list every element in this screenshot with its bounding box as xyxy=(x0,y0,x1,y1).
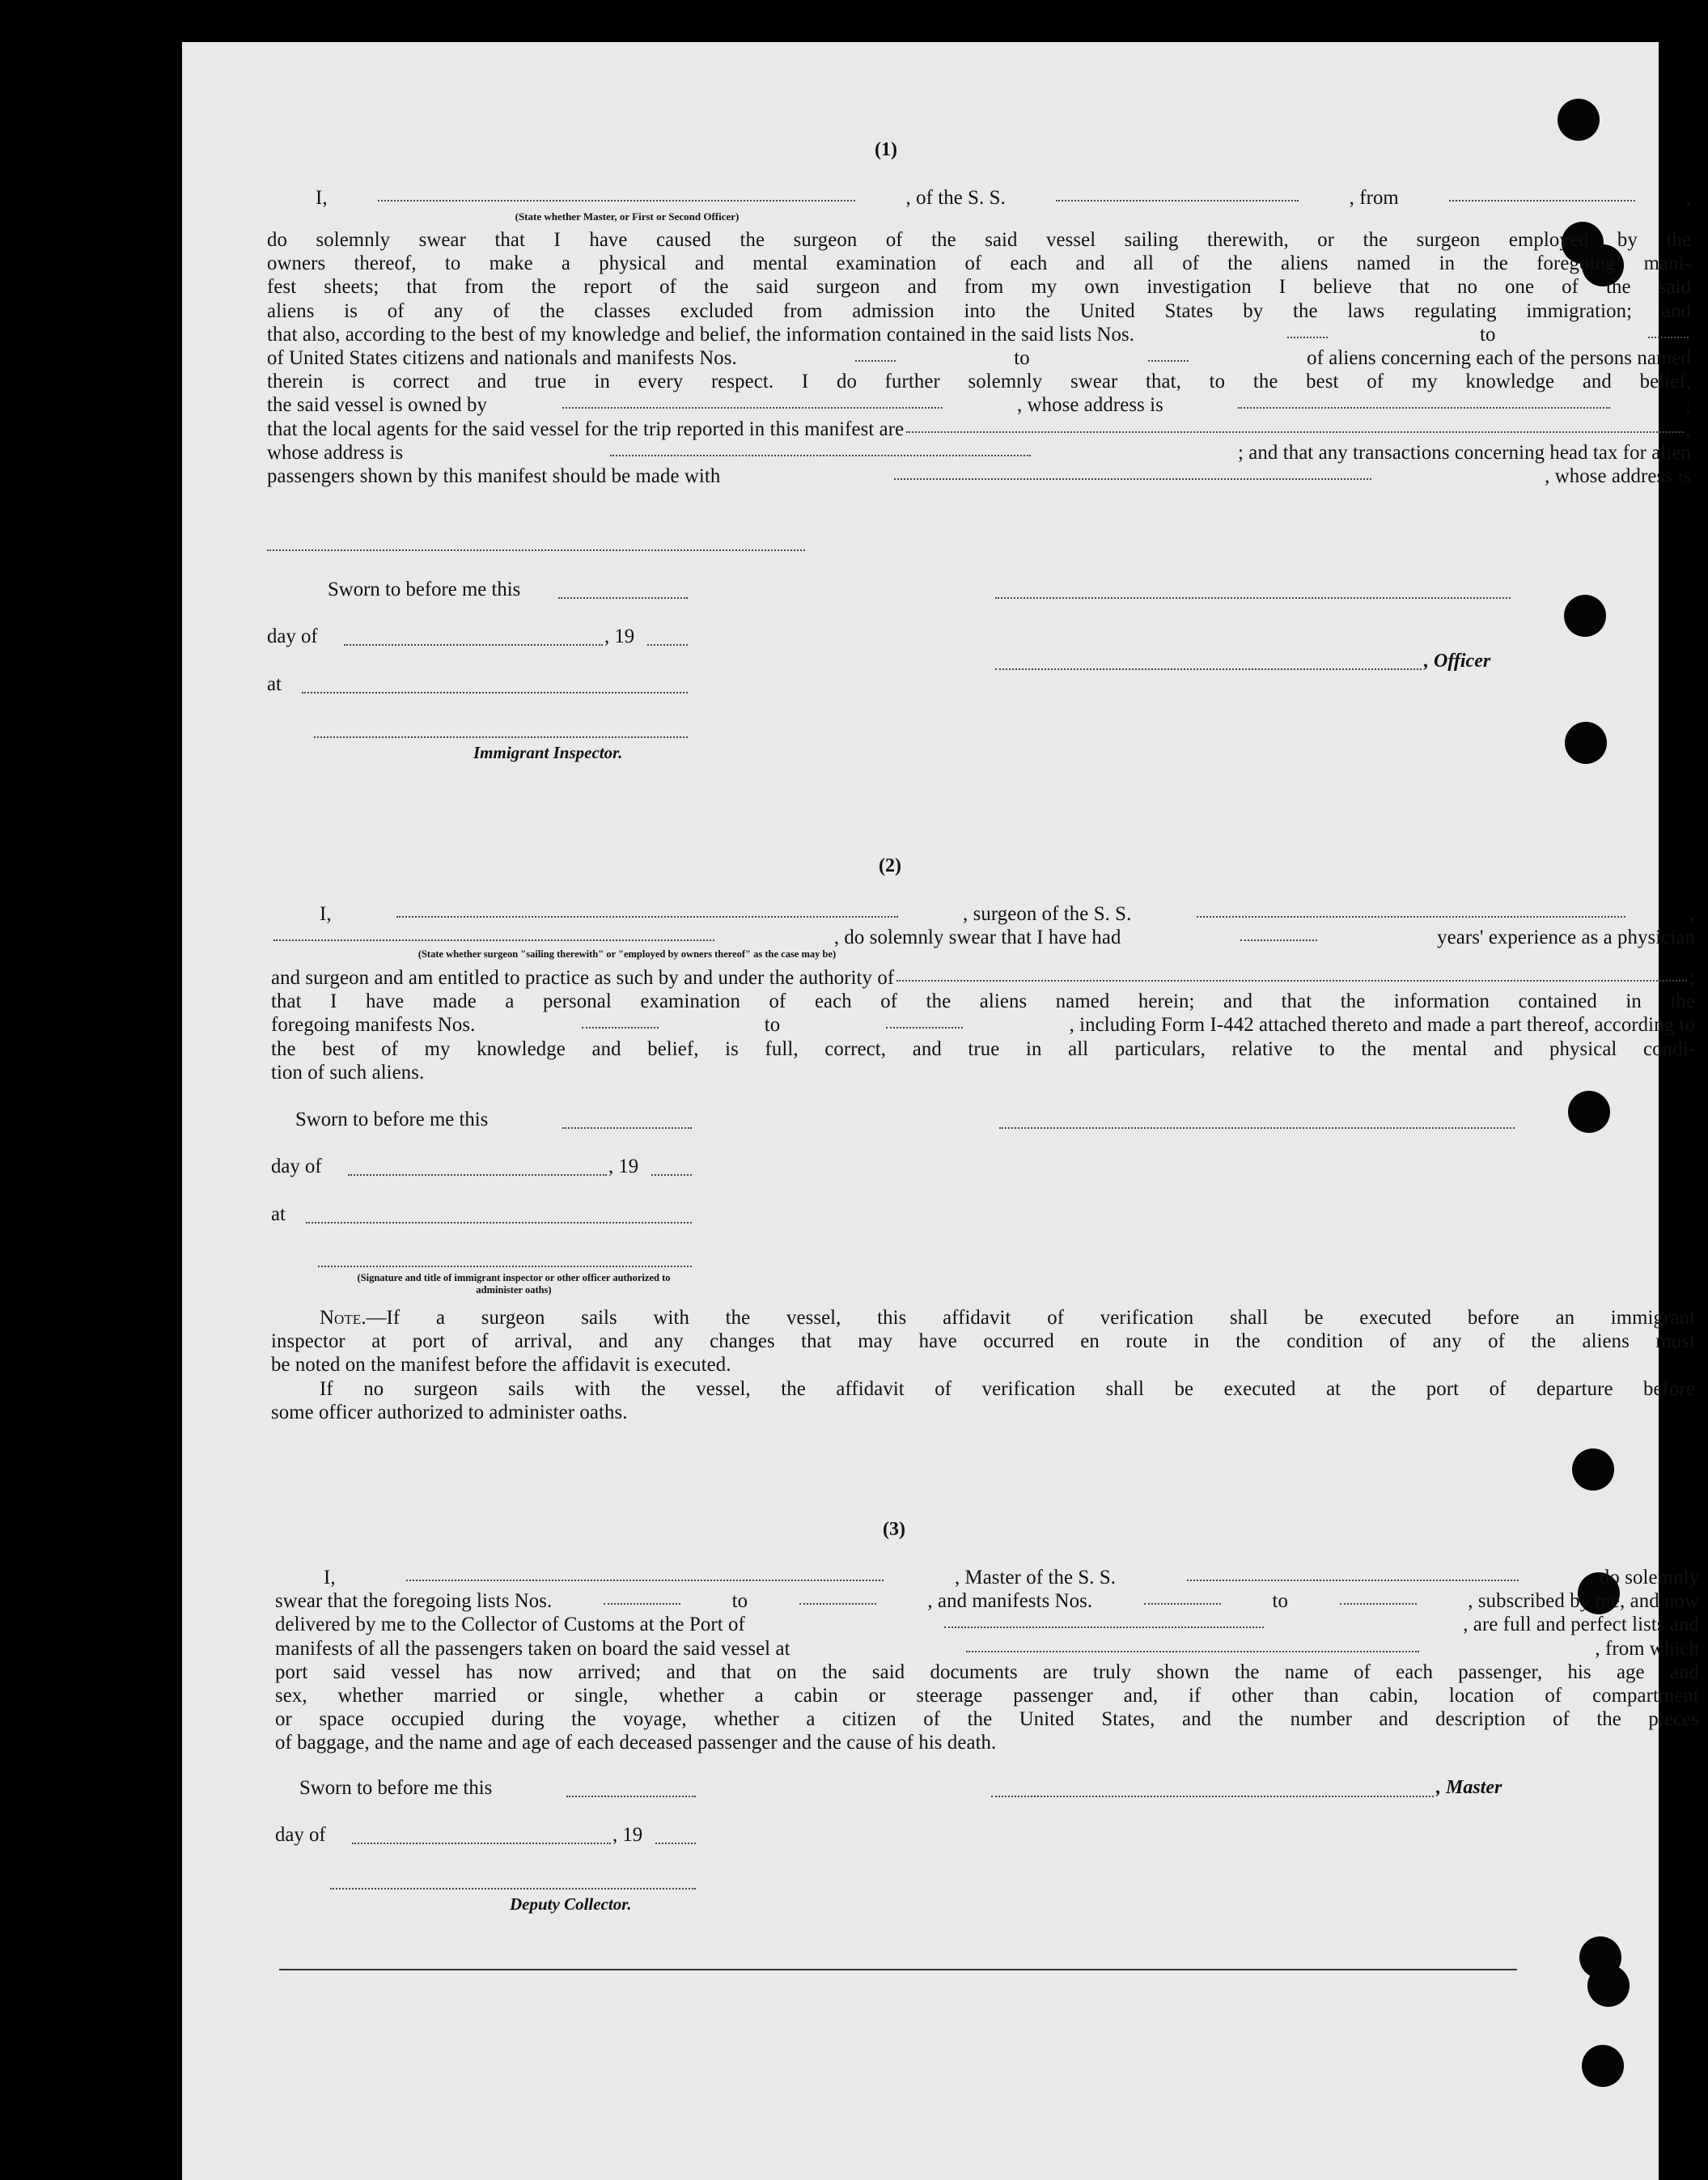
note-label: Note. xyxy=(320,1307,367,1329)
year-field[interactable] xyxy=(651,1174,692,1176)
whose-line xyxy=(267,441,1691,464)
solemnly-text: , do solemnly xyxy=(1589,1567,1699,1588)
manifests-text-end: of aliens concerning each of the persons named xyxy=(1307,347,1691,370)
passengers-text: passengers shown by this manifest should be made with xyxy=(267,465,721,488)
officer-signature-field[interactable] xyxy=(995,668,1422,670)
manifests-to-field[interactable] xyxy=(1340,1603,1417,1605)
agents-field[interactable] xyxy=(906,431,1684,433)
i-label: I, xyxy=(320,903,332,925)
foregoing-text: foregoing manifests Nos. xyxy=(271,1014,476,1037)
day-month-field[interactable] xyxy=(352,1843,611,1844)
at-label: at xyxy=(267,673,282,695)
surgeon-label: , surgeon of the S. S. xyxy=(962,903,1132,925)
foregoing-text-end: , including Form I-442 attached thereto and made a part thereof, according to xyxy=(1069,1014,1695,1037)
body-line: do solemnly swear that I have caused the surgeon of the said vessel sailing therewith, or the surgeon employed by the xyxy=(267,229,1691,251)
form-page xyxy=(182,42,1699,2180)
lists-to-field[interactable] xyxy=(799,1603,876,1605)
to-label: to xyxy=(764,1014,781,1037)
section3-line4 xyxy=(275,1637,1699,1660)
year-field[interactable] xyxy=(647,644,688,646)
body-line: tion of such aliens. xyxy=(271,1061,425,1084)
master-name-field[interactable] xyxy=(406,1580,884,1581)
collector-signature-field[interactable] xyxy=(330,1888,696,1889)
authority-text: and surgeon and am entitled to practice as such by and under the authority of xyxy=(271,967,895,989)
sworn-date-field[interactable] xyxy=(562,1127,692,1129)
note-line1 xyxy=(271,1306,1695,1330)
section-number: (3) xyxy=(883,1519,905,1540)
owner-address-field[interactable] xyxy=(1238,407,1610,409)
body-line: therein is correct and true in every respect. I do further solemnly swear that, to the best of my knowledge and belief, xyxy=(267,371,1691,393)
semicolon: ; xyxy=(1689,967,1695,989)
body-line: port said vessel has now arrived; and that on the said documents are truly shown the name of each passenger, his age and xyxy=(275,1660,1699,1683)
manifests-from-field[interactable] xyxy=(1144,1603,1221,1605)
section-number: (2) xyxy=(879,855,901,876)
section1-text xyxy=(267,186,1691,210)
from-label: , from xyxy=(1349,187,1399,209)
manifests-text: of United States citizens and nationals and manifests Nos. xyxy=(267,347,737,370)
section1-body xyxy=(267,228,1691,488)
ship-name-field[interactable] xyxy=(1197,916,1625,918)
ship-name-field[interactable] xyxy=(1187,1580,1519,1581)
lists-from-field[interactable] xyxy=(1287,337,1328,338)
year-field[interactable] xyxy=(655,1843,696,1844)
body-line: owners thereof, to make a physical and mental examination of each and all of the aliens named in the foregoing mani- xyxy=(267,252,1691,275)
delivered-text: delivered by me to the Collector of Customs at the Port of xyxy=(275,1614,745,1636)
day-of-label: day of xyxy=(267,626,318,647)
note-line: If no surgeon sails with the vessel, the affidavit of verification shall be executed at the port of departure before xyxy=(320,1377,1695,1400)
comma: , xyxy=(1685,418,1691,440)
lists-to-field[interactable] xyxy=(1648,337,1689,338)
surgeon-caption: (State whether surgeon "sailing therewith" or "employed by owners thereof" as the case may be) xyxy=(417,948,837,960)
head-tax-address-field[interactable] xyxy=(267,549,805,551)
inspector-title: Immigrant Inspector. xyxy=(473,743,623,762)
body-line-baggage xyxy=(275,1731,1699,1754)
master-title: , Master xyxy=(1436,1777,1502,1798)
note-line: be noted on the manifest before the affidavit is executed. xyxy=(271,1354,731,1376)
lists-text: that also, according to the best of my knowledge and belief, the information contained in the said lists Nos. xyxy=(267,323,1135,346)
at-label: at xyxy=(271,1203,286,1225)
manifests-text: , and manifests Nos. xyxy=(927,1590,1093,1613)
punch-hole xyxy=(1565,722,1607,764)
sworn-label: Sworn to before me this xyxy=(295,1109,489,1130)
year-label: , 19 xyxy=(608,1156,639,1177)
agents-address-field[interactable] xyxy=(610,455,1031,456)
punch-hole xyxy=(1587,1965,1630,2007)
to-label: to xyxy=(731,1590,748,1613)
to-label: to xyxy=(1272,1590,1288,1613)
authority-line xyxy=(271,966,1695,990)
signature-caption: (Signature and title of immigrant inspector or other officer authorized to administer oaths) xyxy=(357,1272,671,1296)
head-tax-party-field[interactable] xyxy=(894,478,1371,480)
master-signature-field[interactable] xyxy=(991,1796,1434,1797)
from-which-text: , from which xyxy=(1595,1637,1699,1660)
manifests-to-field[interactable] xyxy=(1148,360,1189,362)
inspector-signature-field[interactable] xyxy=(314,736,688,738)
i-label: I, xyxy=(324,1567,336,1588)
whose-text: whose address is xyxy=(267,441,404,464)
agents-line xyxy=(267,418,1691,441)
lists-from-field[interactable] xyxy=(604,1603,680,1605)
note-text xyxy=(271,1306,1695,1424)
officer-caption: (State whether Master, or First or Second Officer) xyxy=(515,210,740,223)
sworn-date-field[interactable] xyxy=(558,597,688,599)
address-label: , whose address is xyxy=(1017,394,1163,417)
of-ss-label: , of the S. S. xyxy=(905,187,1006,209)
surgeon-status-field[interactable] xyxy=(273,939,714,941)
owned-text: the said vessel is owned by xyxy=(267,394,487,417)
section3-line2 xyxy=(275,1589,1699,1613)
to-label: to xyxy=(1014,347,1030,370)
origin-port-field[interactable] xyxy=(1449,200,1635,201)
manifests-line xyxy=(267,346,1691,370)
master-signature-field[interactable] xyxy=(995,597,1511,599)
body-line: aliens is of any of the classes excluded from admission into the United States by the laws regulating immigration; and xyxy=(267,299,1691,322)
sworn-label: Sworn to before me this xyxy=(299,1777,493,1799)
punch-hole xyxy=(1582,2045,1624,2087)
collector-title: Deputy Collector. xyxy=(510,1894,632,1914)
lists-line xyxy=(267,323,1691,346)
at-place-field[interactable] xyxy=(302,692,688,693)
section3-text xyxy=(275,1566,1699,1755)
passengers-line xyxy=(267,464,1691,488)
sworn-label: Sworn to before me this xyxy=(328,579,521,600)
surgeon-signature-field[interactable] xyxy=(999,1127,1515,1129)
day-month-field[interactable] xyxy=(344,644,603,646)
sworn-date-field[interactable] xyxy=(566,1796,696,1797)
manifest-to-field[interactable] xyxy=(886,1027,963,1029)
year-label: , 19 xyxy=(604,626,635,647)
baggage-text: baggage, and the name and age of each deceased passenger and the cause of his death. xyxy=(297,1732,997,1754)
year-label: , 19 xyxy=(612,1824,643,1846)
swear-text: , do solemnly swear that I have had xyxy=(833,927,1121,949)
punch-hole xyxy=(1558,99,1600,141)
lists-text: swear that the foregoing lists Nos. xyxy=(275,1590,553,1613)
taken-on-board-text: manifests of all the passengers taken on board the said vessel at xyxy=(275,1637,790,1660)
comma: , xyxy=(1685,187,1691,209)
officer-title: , Officer xyxy=(1424,651,1491,672)
bottom-rule xyxy=(279,1969,1517,1970)
semicolon: ; xyxy=(1685,394,1691,417)
port-field[interactable] xyxy=(944,1627,1264,1628)
note-line: inspector at port of arrival, and any changes that may have occurred en route in the condition of any of the aliens must xyxy=(271,1330,1695,1353)
section1-line1 xyxy=(267,186,1691,210)
years-field[interactable] xyxy=(1240,939,1317,941)
to-label: to xyxy=(1480,323,1496,346)
note-line: —If a surgeon sails with the vessel, this affidavit of verification shall be executed before an immigrant xyxy=(366,1307,1695,1329)
departure-port-field[interactable] xyxy=(966,1651,1419,1652)
address-label: , whose address is xyxy=(1545,465,1691,488)
owned-line xyxy=(267,393,1691,417)
agents-text: that the local agents for the said vessel for the trip reported in this manifest are xyxy=(267,418,905,440)
body-line: or space occupied during the voyage, whether a citizen of the United States, and the number and description of the pieces xyxy=(275,1708,1699,1731)
ship-name-field[interactable] xyxy=(1056,200,1299,201)
section3-line3 xyxy=(275,1613,1699,1636)
body-line: fest sheets; that from the report of the said surgeon and from my own investigation I believe that no one of the said xyxy=(267,276,1691,299)
section3-line1 xyxy=(275,1566,1699,1589)
surgeon-name-field[interactable] xyxy=(396,916,898,918)
section-number: (1) xyxy=(875,139,897,160)
subscribed-text: , subscribed by me, and now xyxy=(1468,1590,1699,1613)
manifests-from-field[interactable] xyxy=(855,360,896,362)
day-of-label: day of xyxy=(275,1824,326,1846)
punch-hole xyxy=(1568,1091,1610,1133)
of-word: of xyxy=(275,1732,292,1754)
day-of-label: day of xyxy=(271,1156,322,1177)
experience-text: years' experience as a physician xyxy=(1437,927,1695,949)
authority-field[interactable] xyxy=(896,980,1687,982)
body-line: sex, whether married or single, whether a cabin or steerage passenger and, if other than cabin, location of compartment xyxy=(275,1685,1699,1707)
foregoing-line xyxy=(271,1013,1695,1037)
owner-field[interactable] xyxy=(562,407,943,409)
punch-hole xyxy=(1564,595,1606,637)
section2-body xyxy=(271,966,1695,1084)
body-line: that I have made a personal examination of each of the aliens named herein; and that the information contained in the xyxy=(271,990,1695,1013)
at-place-field[interactable] xyxy=(306,1222,692,1224)
section2-line1 xyxy=(271,902,1695,926)
perfect-lists-text: , are full and perfect lists and xyxy=(1463,1614,1699,1636)
section2-text xyxy=(271,902,1695,949)
manifest-from-field[interactable] xyxy=(582,1027,659,1029)
signature-field[interactable] xyxy=(318,1266,692,1267)
section2-line2 xyxy=(271,926,1695,949)
day-month-field[interactable] xyxy=(348,1174,607,1176)
master-label: , Master of the S. S. xyxy=(954,1567,1117,1588)
head-tax-text: ; and that any transactions concerning head tax for alien xyxy=(1238,441,1691,464)
name-field[interactable] xyxy=(378,200,855,201)
note-line: some officer authorized to administer oaths. xyxy=(271,1401,628,1423)
i-label: I, xyxy=(316,187,328,209)
punch-hole xyxy=(1572,1448,1614,1491)
body-line: the best of my knowledge and belief, is full, correct, and true in all particulars, relative to the mental and physical condi- xyxy=(271,1037,1695,1060)
comma: , xyxy=(1689,903,1695,925)
